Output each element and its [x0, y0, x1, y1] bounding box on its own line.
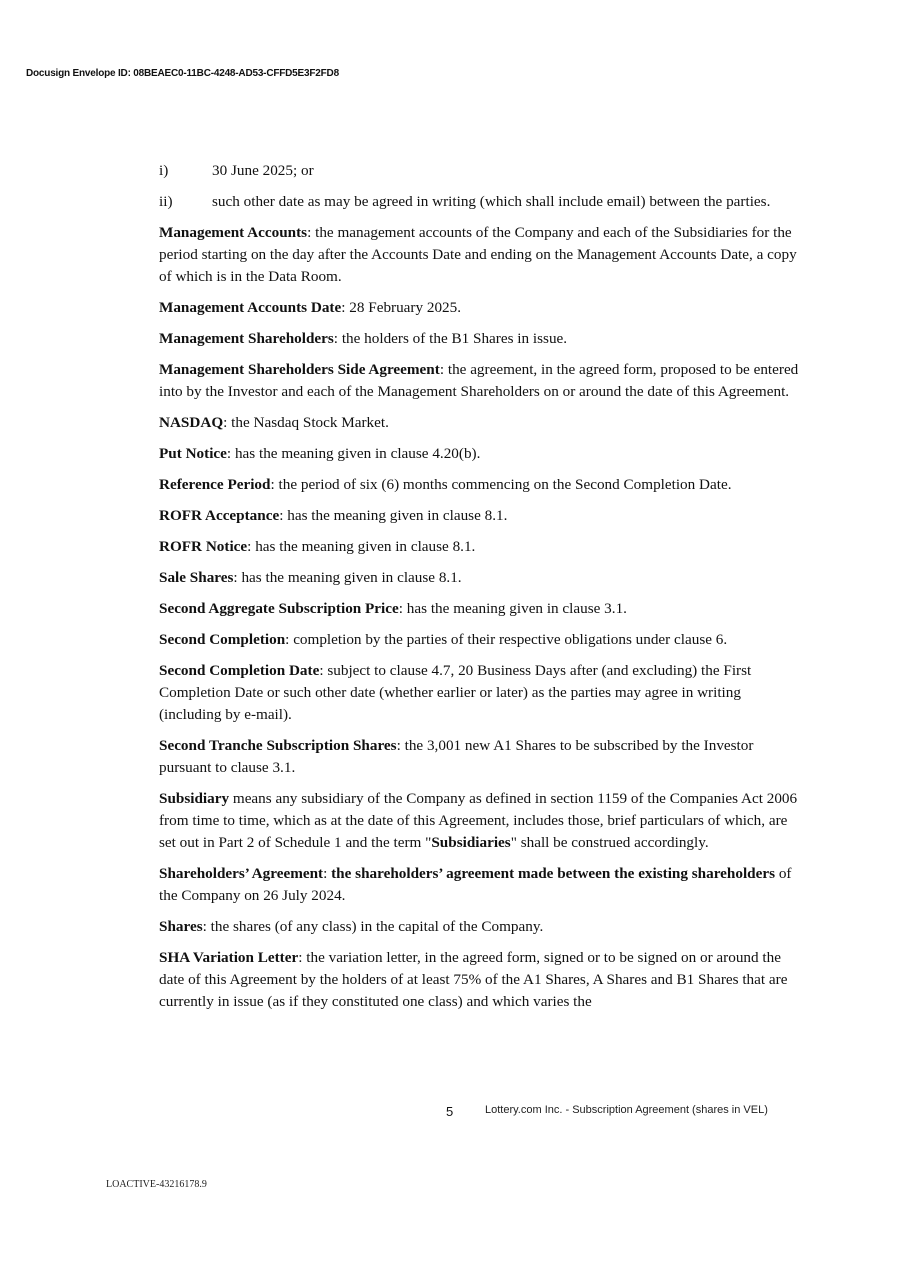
document-reference: LOACTIVE-43216178.9: [106, 1179, 207, 1190]
definition-separator: :: [398, 600, 407, 617]
definition-text: the shares (of any class) in the capital of the Company.: [210, 918, 544, 935]
definition-separator: :: [307, 224, 316, 241]
definition-subsidiary: [159, 788, 799, 854]
definition-separator: :: [323, 865, 332, 882]
definition-management-shareholders-side-agreement: [159, 359, 799, 403]
list-item-number: i): [159, 162, 169, 179]
definition-sha-variation-letter: [159, 947, 799, 1013]
definition-separator: :: [333, 330, 342, 347]
definition-text: has the meaning given in clause 3.1.: [406, 600, 627, 617]
definition-text: the Nasdaq Stock Market.: [231, 414, 389, 431]
definition-separator: :: [223, 414, 232, 431]
definition-put-notice: [159, 443, 799, 465]
definition-term: Subsidiary: [159, 790, 230, 807]
definition-term: NASDAQ: [159, 414, 224, 431]
definition-term: Management Shareholders: [159, 330, 334, 347]
footer-title: Lottery.com Inc. - Subscription Agreement (shares in VEL): [485, 1104, 768, 1116]
definition-second-completion-date: [159, 660, 799, 726]
definition-separator: :: [226, 445, 235, 462]
definition-term: SHA Variation Letter: [159, 949, 299, 966]
definition-term: Shareholders’ Agreement: [159, 865, 324, 882]
envelope-id: Docusign Envelope ID: 08BEAEC0-11BC-4248-AD53-CFFD5E3F2FD8: [26, 68, 339, 79]
definition-rofr-notice: [159, 536, 799, 558]
definition-second-aggregate-subscription-price: [159, 598, 799, 620]
definition-text: the 3,001 new A1 Shares to be subscribed by the Investor pursuant to clause 3.1.: [159, 737, 754, 776]
list-item-number: ii): [159, 193, 173, 210]
definition-term: Put Notice: [159, 445, 227, 462]
definition-text: completion by the parties of their respective obligations under clause 6.: [293, 631, 728, 648]
definition-term: ROFR Acceptance: [159, 507, 280, 524]
definition-term: Second Completion Date: [159, 662, 320, 679]
definition-separator: :: [270, 476, 279, 493]
definition-text: of the Company on 26 July 2024.: [159, 865, 792, 904]
definition-text: has the meaning given in clause 8.1.: [287, 507, 508, 524]
page-number: 5: [446, 1104, 454, 1119]
definition-text: the period of six (6) months commencing on the Second Completion Date.: [278, 476, 732, 493]
definition-text: subject to clause 4.7, 20 Business Days after (and excluding) the First Completion Date or such other date (whether earlier or later) as the parties may agree in writing (including by e-mail).: [159, 662, 752, 723]
list-item: [159, 160, 799, 182]
definition-text: the agreement, in the agreed form, proposed to be entered into by the Investor and each of the Management Shareholders on or around the date of this Agreement.: [159, 361, 799, 400]
definition-term: Sale Shares: [159, 569, 234, 586]
definition-term: Management Shareholders Side Agreement: [159, 361, 440, 378]
definition-term: Management Accounts: [159, 224, 308, 241]
definition-separator: :: [233, 569, 242, 586]
definition-text: " shall be construed accordingly.: [510, 834, 709, 851]
definition-term: Second Tranche Subscription Shares: [159, 737, 397, 754]
definition-text: has the meaning given in clause 8.1.: [255, 538, 476, 555]
definition-term: Management Accounts Date: [159, 299, 342, 316]
definition-term: Second Aggregate Subscription Price: [159, 600, 399, 617]
definition-text: the management accounts of the Company and each of the Subsidiaries for the period starting on the day after the Accounts Date and ending on the Management Accounts Date, a copy of which is in the Data Room.: [159, 224, 797, 285]
definition-inline-term: Subsidiaries: [431, 834, 511, 851]
definition-bold-text: the shareholders’ agreement made between the existing shareholders: [331, 865, 776, 882]
definition-separator: :: [396, 737, 405, 754]
definition-text: has the meaning given in clause 4.20(b).: [234, 445, 481, 462]
definition-shares: [159, 916, 799, 938]
definition-term: ROFR Notice: [159, 538, 248, 555]
list-item-text: 30 June 2025; or: [212, 162, 314, 179]
definition-sale-shares: [159, 567, 799, 589]
definition-shareholders-agreement: [159, 863, 799, 907]
definition-text: 28 February 2025.: [349, 299, 462, 316]
definition-reference-period: [159, 474, 799, 496]
definition-nasdaq: [159, 412, 799, 434]
definition-term: Reference Period: [159, 476, 271, 493]
definition-management-accounts: [159, 222, 799, 288]
definition-text: has the meaning given in clause 8.1.: [241, 569, 462, 586]
definition-text: means any subsidiary of the Company as defined in section 1159 of the Companies Act 2006 from time to time, which as at the date of this Agreement, includes those, brief particulars of which, are set out in Part 2 of Schedule 1 and the term ": [159, 790, 798, 851]
definition-separator: :: [279, 507, 288, 524]
definition-rofr-acceptance: [159, 505, 799, 527]
definition-separator: :: [202, 918, 211, 935]
list-item-text: such other date as may be agreed in writing (which shall include email) between the parties.: [212, 193, 771, 210]
definition-separator: :: [439, 361, 448, 378]
definition-text: the holders of the B1 Shares in issue.: [341, 330, 568, 347]
definition-separator: :: [341, 299, 350, 316]
list-item: [159, 191, 799, 213]
definition-management-accounts-date: [159, 297, 799, 319]
definition-management-shareholders: [159, 328, 799, 350]
definition-separator: :: [247, 538, 256, 555]
definition-separator: :: [298, 949, 307, 966]
definition-separator: :: [285, 631, 294, 648]
definition-second-completion: [159, 629, 799, 651]
definition-text: the variation letter, in the agreed form, signed or to be signed on or around the date of this Agreement by the holders of at least 75% of the A1 Shares, A Shares and B1 Shares that are currently in issue (as if they constituted one class) and which varies the: [159, 949, 788, 1010]
definition-term: Second Completion: [159, 631, 286, 648]
definition-term: Shares: [159, 918, 203, 935]
definition-second-tranche-subscription-shares: [159, 735, 799, 779]
document-body: [159, 160, 799, 1022]
definition-separator: :: [319, 662, 328, 679]
